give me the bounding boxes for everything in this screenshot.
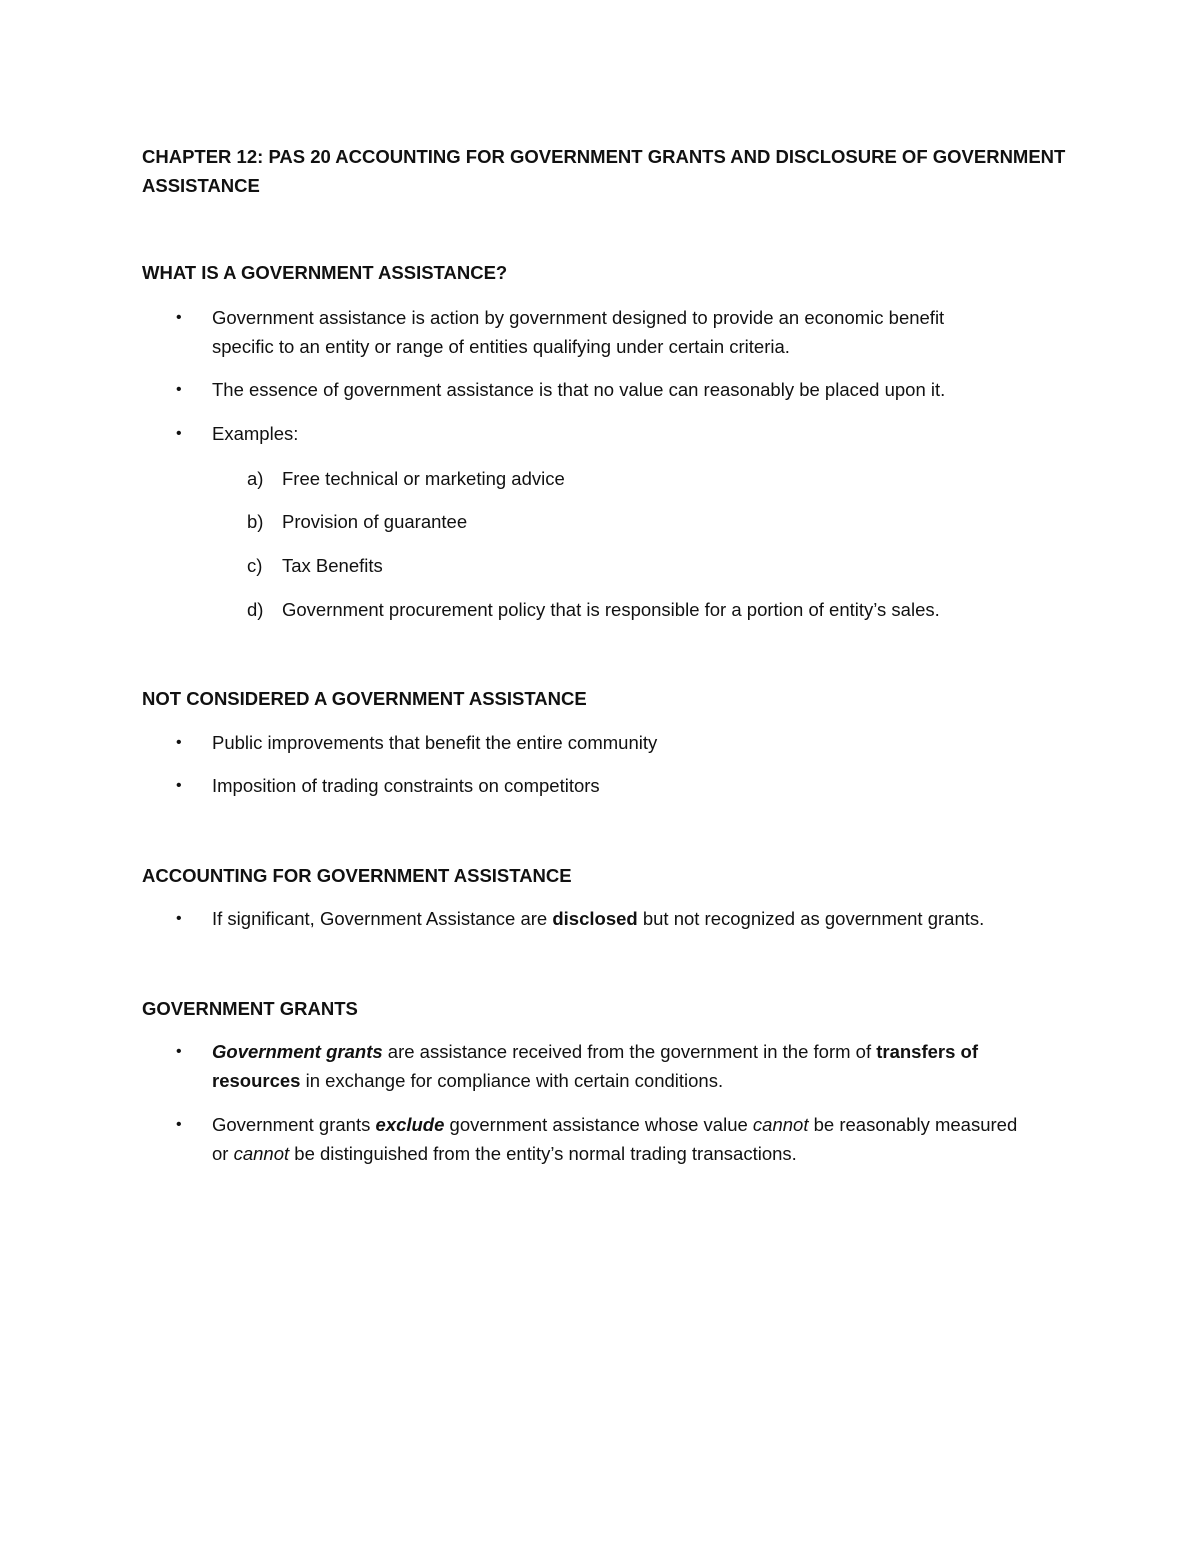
section-heading-what-is: WHAT IS A GOVERNMENT ASSISTANCE? [142,262,508,283]
bullet-icon: • [176,309,182,326]
grants-text: Government grants [212,1114,376,1135]
chapter-title-line-2: ASSISTANCE [142,175,260,196]
example-item: Government procurement policy that is responsible for a portion of entity’s sales. [282,599,940,620]
example-item: Provision of guarantee [282,511,468,532]
grants-text: or [212,1143,234,1164]
grants-bold: resources [212,1070,301,1091]
example-marker: a) [247,468,264,489]
section-heading-accounting: ACCOUNTING FOR GOVERNMENT ASSISTANCE [142,865,572,886]
grants-exclude: exclude [375,1114,445,1135]
bullet-icon: • [176,1043,182,1060]
grants-item-1-line-1 [212,1037,978,1066]
bullet-icon: • [176,734,182,751]
bullet-icon: • [176,777,182,794]
accounting-item [212,904,984,933]
grants-text: be distinguished from the entity’s normal trading transactions. [289,1143,797,1164]
not-considered-item: Imposition of trading constraints on competitors [212,775,600,796]
what-is-bullet-3: Examples: [212,423,299,444]
bullet-icon: • [176,910,182,927]
chapter-title-line-1: CHAPTER 12: PAS 20 ACCOUNTING FOR GOVERNMENT GRANTS AND DISCLOSURE OF GOVERNMENT [142,146,1066,167]
grants-item-1-line-2 [212,1066,723,1095]
grants-cannot: cannot [233,1143,290,1164]
grants-text: government assistance whose value [444,1114,753,1135]
accounting-item-bold: disclosed [552,908,638,929]
example-item: Tax Benefits [282,555,383,576]
example-marker: d) [247,599,264,620]
bullet-icon: • [176,381,182,398]
grants-item-2-line-2 [212,1139,797,1168]
what-is-bullet-2: The essence of government assistance is that no value can reasonably be placed upon it. [212,379,946,400]
section-heading-grants: GOVERNMENT GRANTS [142,998,358,1019]
what-is-bullet-1-line-1: Government assistance is action by government designed to provide an economic benefit [212,307,945,328]
not-considered-item: Public improvements that benefit the entire community [212,732,658,753]
example-item: Free technical or marketing advice [282,468,565,489]
grants-bold: transfers of [876,1041,979,1062]
accounting-item-text: If significant, Government Assistance are [212,908,553,929]
bullet-icon: • [176,425,182,442]
section-heading-not-considered: NOT CONSIDERED A GOVERNMENT ASSISTANCE [142,688,587,709]
grants-text: are assistance received from the government in the form of [382,1041,877,1062]
bullet-icon: • [176,1116,182,1133]
grants-term: Government grants [212,1041,383,1062]
grants-item-2-line-1 [212,1110,1017,1139]
example-marker: c) [247,555,263,576]
accounting-item-text: but not recognized as government grants. [637,908,985,929]
what-is-bullet-1-line-2: specific to an entity or range of entities qualifying under certain criteria. [212,336,790,357]
example-marker: b) [247,511,264,532]
grants-cannot: cannot [752,1114,809,1135]
grants-text: in exchange for compliance with certain conditions. [300,1070,724,1091]
grants-text: be reasonably measured [808,1114,1018,1135]
